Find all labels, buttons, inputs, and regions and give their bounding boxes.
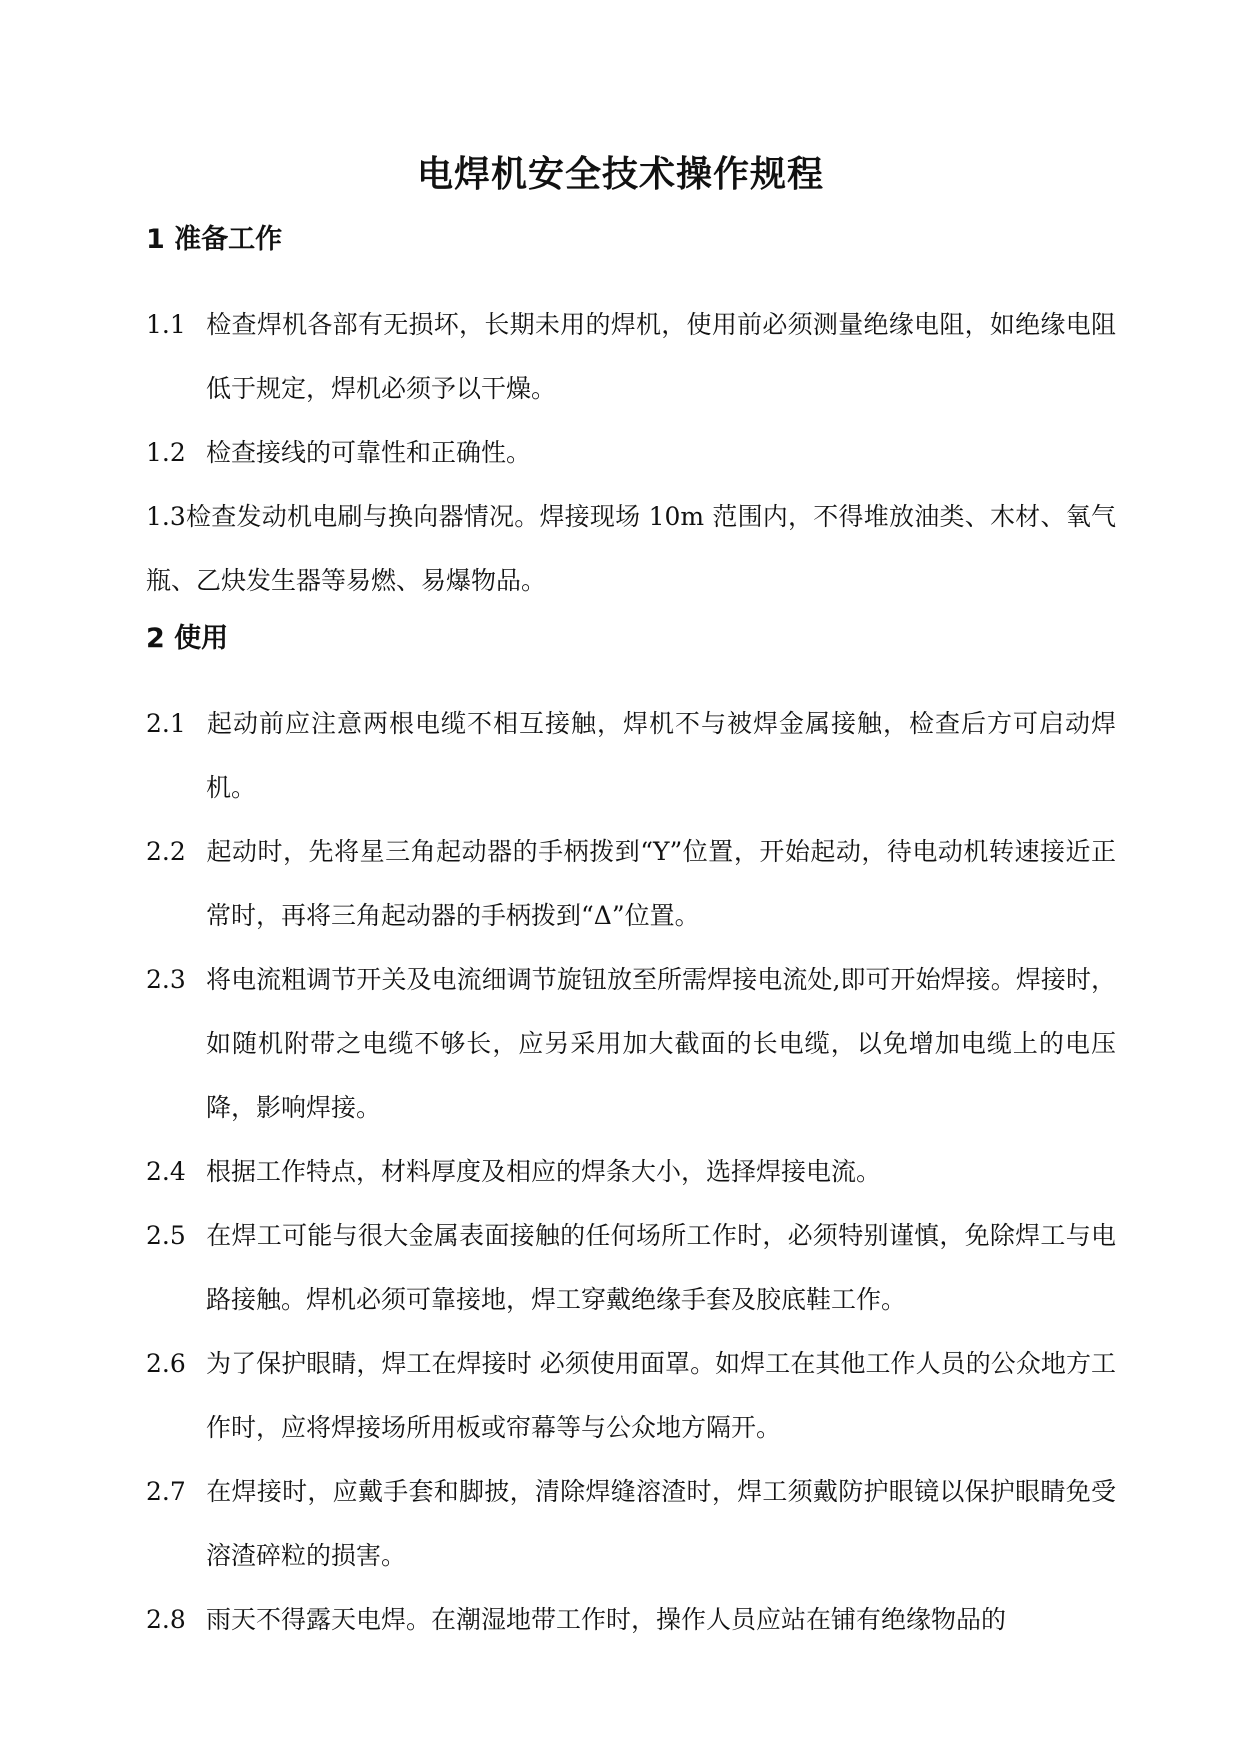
item-number: 2.4 <box>146 1157 186 1186</box>
section-preparation <box>146 220 1116 613</box>
list-item <box>146 1460 1116 1588</box>
section-heading: 1 准备工作 <box>146 224 283 255</box>
list-item <box>146 293 1116 421</box>
list-item <box>146 948 1116 1140</box>
list-item <box>146 820 1116 948</box>
section-heading: 2 使用 <box>146 623 229 654</box>
list-item <box>146 1588 1116 1652</box>
list-item <box>146 1204 1116 1332</box>
list-item <box>146 485 1116 613</box>
item-number: 1.2 <box>146 438 186 467</box>
list-item <box>146 421 1116 485</box>
item-text: 根据工作特点，材料厚度及相应的焊条大小，选择焊接电流。 <box>206 1157 882 1186</box>
item-text: 检查焊机各部有无损坏，长期未用的焊机，使用前必须测量绝缘电阻，如绝缘电阻低于规定，焊机必须予以干燥。 <box>206 310 1116 403</box>
list-item <box>146 1140 1116 1204</box>
item-text: 检查接线的可靠性和正确性。 <box>206 438 532 467</box>
document-body <box>146 220 1116 1652</box>
list-item <box>146 692 1116 820</box>
item-text: 起动前应注意两根电缆不相互接触，焊机不与被焊金属接触，检查后方可启动焊机。 <box>206 709 1116 802</box>
item-text: 检查发动机电刷与换向器情况。焊接现场 10m 范围内，不得堆放油类、木材、氧气瓶、乙炔发生器等易燃、易爆物品。 <box>146 502 1116 595</box>
item-number: 2.1 <box>146 709 186 738</box>
item-number: 2.6 <box>146 1349 186 1378</box>
item-number: 2.7 <box>146 1477 186 1506</box>
item-text: 雨天不得露天电焊。在潮湿地带工作时，操作人员应站在铺有绝缘物品的 <box>206 1605 1007 1634</box>
item-number: 2.8 <box>146 1605 186 1634</box>
item-number: 1.3 <box>146 502 186 531</box>
item-number: 2.2 <box>146 837 186 866</box>
list-item <box>146 1332 1116 1460</box>
item-number: 2.3 <box>146 965 186 994</box>
item-number: 1.1 <box>146 310 186 339</box>
item-text: 在焊工可能与很大金属表面接触的任何场所工作时，必须特别谨慎，免除焊工与电路接触。焊机必须可靠接地，焊工穿戴绝缘手套及胶底鞋工作。 <box>206 1221 1116 1314</box>
item-text: 将电流粗调节开关及电流细调节旋钮放至所需焊接电流处,即可开始焊接。焊接时，如随机附带之电缆不够长，应另采用加大截面的长电缆，以免增加电缆上的电压降，影响焊接。 <box>206 965 1116 1122</box>
section-usage <box>146 619 1116 1652</box>
document-title: 电焊机安全技术操作规程 <box>416 154 824 195</box>
item-text: 在焊接时，应戴手套和脚披，清除焊缝溶渣时，焊工须戴防护眼镜以保护眼睛免受溶渣碎粒的损害。 <box>206 1477 1116 1570</box>
item-number: 2.5 <box>146 1221 186 1250</box>
item-text: 为了保护眼睛，焊工在焊接时 必须使用面罩。如焊工在其他工作人员的公众地方工作时，应将焊接场所用板或帘幕等与公众地方隔开。 <box>206 1349 1116 1442</box>
item-text: 起动时，先将星三角起动器的手柄拨到“Y”位置，开始起动，待电动机转速接近正常时，再将三角起动器的手柄拨到“Δ”位置。 <box>206 837 1116 930</box>
